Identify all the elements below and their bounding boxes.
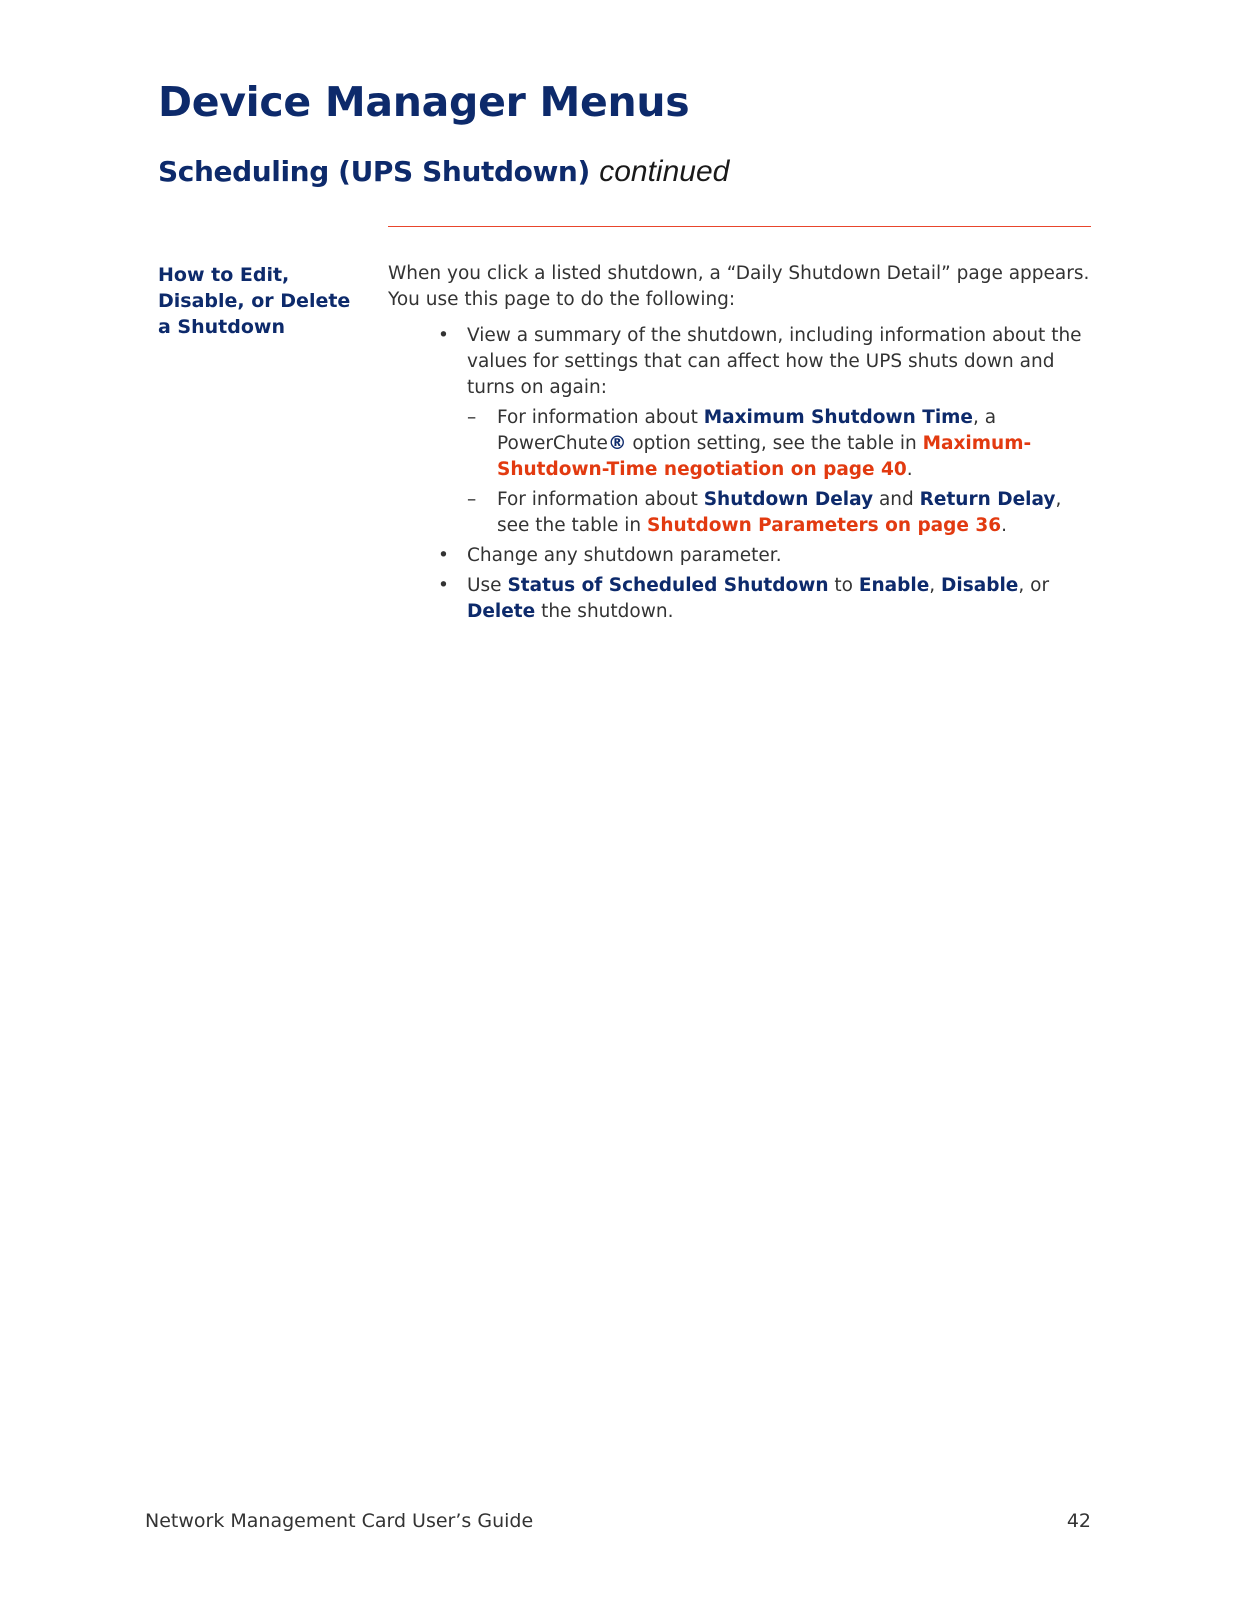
text-run: , a PowerChute	[497, 407, 997, 454]
side-heading: How to Edit, Disable, or Delete a Shutdown	[158, 264, 351, 338]
section-title	[158, 155, 729, 189]
section-divider	[388, 226, 1091, 227]
list-item	[467, 573, 1093, 625]
text-run: ,	[929, 575, 942, 596]
text-run: option setting, see the table in	[626, 433, 923, 454]
text-run: .	[1001, 515, 1008, 536]
body-content	[388, 261, 1093, 629]
term-delete: Delete	[467, 601, 536, 622]
text-run: and	[873, 489, 920, 510]
term-status-of-scheduled-shutdown: Status of Scheduled Shutdown	[507, 575, 829, 596]
text-run: , or	[1018, 575, 1050, 596]
page-title: Device Manager Menus	[158, 78, 690, 126]
bullet-text: View a summary of the shutdown, including information about the values for settings that can affect how the UPS shuts down and turns on again:	[467, 325, 1082, 398]
list-item	[467, 323, 1093, 539]
sub-list	[467, 405, 1093, 539]
link-shutdown-parameters[interactable]: Shutdown Parameters on page 36	[647, 515, 1002, 536]
text-run: For information about	[497, 489, 704, 510]
term-enable: Enable	[858, 575, 930, 596]
link-maximum-shutdown-time-negotiation[interactable]: Maximum-Shutdown-Time negotiation on page 40	[497, 433, 1032, 480]
text-run: .	[906, 459, 913, 480]
bullet-text: Change any shutdown parameter.	[467, 545, 782, 566]
term-maximum-shutdown-time: Maximum Shutdown Time	[703, 407, 973, 428]
term-disable: Disable	[941, 575, 1019, 596]
list-item	[467, 543, 1093, 569]
term-shutdown-delay: Shutdown Delay	[703, 489, 874, 510]
text-run: Use	[467, 575, 508, 596]
intro-paragraph: When you click a listed shutdown, a “Daily Shutdown Detail” page appears. You use this page to do the following:	[388, 263, 1090, 310]
text-run: the shutdown.	[535, 601, 674, 622]
bullet-list	[388, 323, 1093, 625]
sub-list-item	[497, 487, 1093, 539]
text-run: , see the table in	[497, 489, 1062, 536]
footer-page-number: 42	[1066, 1510, 1091, 1532]
text-run: For information about	[497, 407, 704, 428]
continued-label: continued	[599, 155, 730, 188]
term-return-delay: Return Delay	[919, 489, 1056, 510]
section-title-text: Scheduling (UPS Shutdown)	[158, 155, 590, 188]
registered-mark: ®	[607, 433, 627, 454]
text-run: to	[828, 575, 859, 596]
sub-list-item	[497, 405, 1093, 483]
footer-guide-title: Network Management Card User’s Guide	[145, 1510, 534, 1532]
